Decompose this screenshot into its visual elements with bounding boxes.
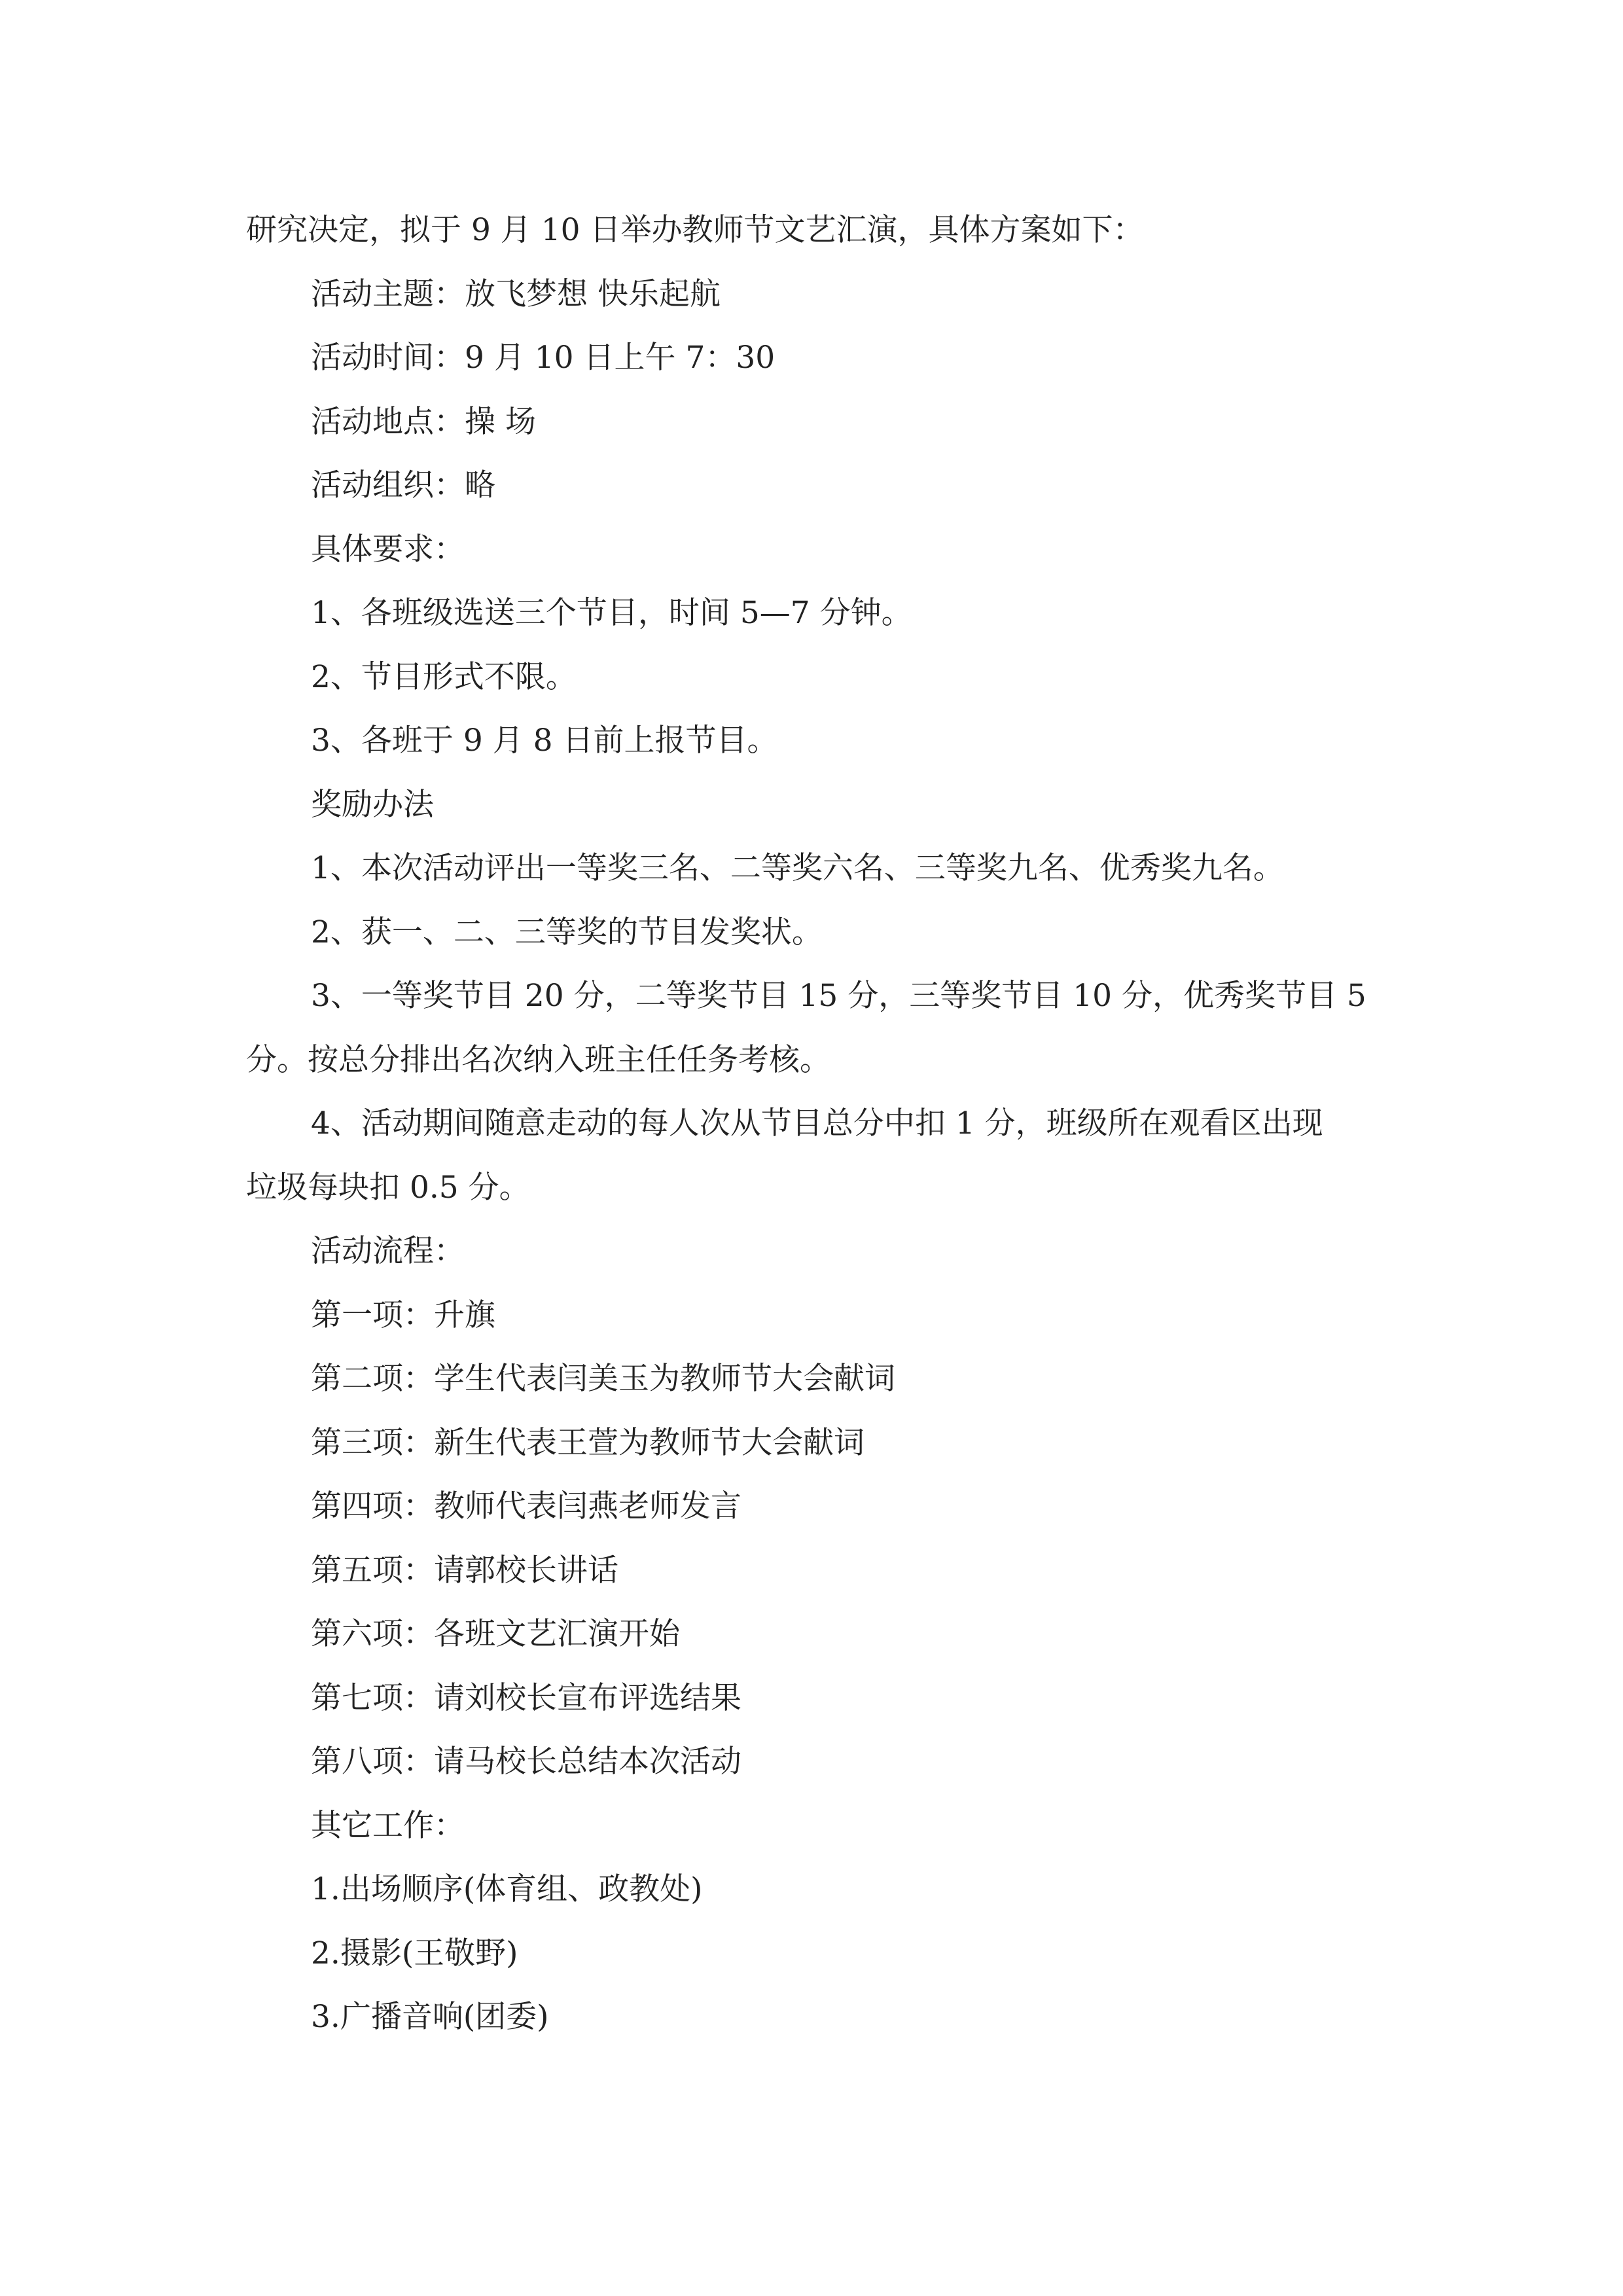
- document-body: [246, 198, 1378, 2049]
- other-work-heading: 其它工作：: [311, 1807, 465, 1844]
- requirement-item: 1、各班级选送三个节目，时间 5—7 分钟。: [311, 595, 912, 631]
- reward-item: 2、获一、二、三等奖的节目发奖状。: [311, 914, 823, 950]
- requirements-heading: 具体要求：: [311, 531, 465, 567]
- process-item: 第六项：各班文艺汇演开始: [311, 1616, 680, 1652]
- reward-item-continued: 垃圾每块扣 0.5 分。: [246, 1169, 530, 1206]
- rewards-heading: 奖励办法: [311, 786, 434, 823]
- process-item: 第一项：升旗: [311, 1297, 495, 1333]
- process-item: 第五项：请郭校长讲话: [311, 1552, 618, 1588]
- activity-time: 活动时间：9 月 10 日上午 7：30: [311, 340, 776, 376]
- paragraph-intro: 研究决定，拟于 9 月 10 日举办教师节文艺汇演，具体方案如下：: [246, 212, 1144, 248]
- process-item: 第三项：新生代表王萱为教师节大会献词: [311, 1424, 865, 1461]
- other-work-item: 3.广播音响(团委): [311, 1999, 549, 2035]
- other-work-item: 2.摄影(王敬野): [311, 1935, 518, 1971]
- process-item: 第八项：请马校长总结本次活动: [311, 1744, 741, 1780]
- other-work-item: 1.出场顺序(体育组、政教处): [311, 1871, 703, 1907]
- activity-theme: 活动主题：放飞梦想 快乐起航: [311, 276, 721, 312]
- requirement-item: 2、节目形式不限。: [311, 658, 577, 695]
- process-item: 第二项：学生代表闫美玉为教师节大会献词: [311, 1361, 895, 1397]
- activity-location: 活动地点：操 场: [311, 403, 536, 440]
- requirement-item: 3、各班于 9 月 8 日前上报节目。: [311, 723, 778, 759]
- reward-item: 1、本次活动评出一等奖三名、二等奖六名、三等奖九名、优秀奖九名。: [311, 850, 1284, 886]
- activity-organization: 活动组织：略: [311, 467, 495, 503]
- process-item: 第七项：请刘校长宣布评选结果: [311, 1679, 741, 1716]
- process-item: 第四项：教师代表闫燕老师发言: [311, 1488, 741, 1524]
- reward-item: 3、一等奖节目 20 分，二等奖节目 15 分，三等奖节目 10 分，优秀奖节目 5: [311, 978, 1366, 1014]
- reward-item: 4、活动期间随意走动的每人次从节目总分中扣 1 分，班级所在观看区出现: [311, 1105, 1323, 1141]
- reward-item-continued: 分。按总分排出名次纳入班主任任务考核。: [246, 1041, 830, 1078]
- process-heading: 活动流程：: [311, 1233, 465, 1269]
